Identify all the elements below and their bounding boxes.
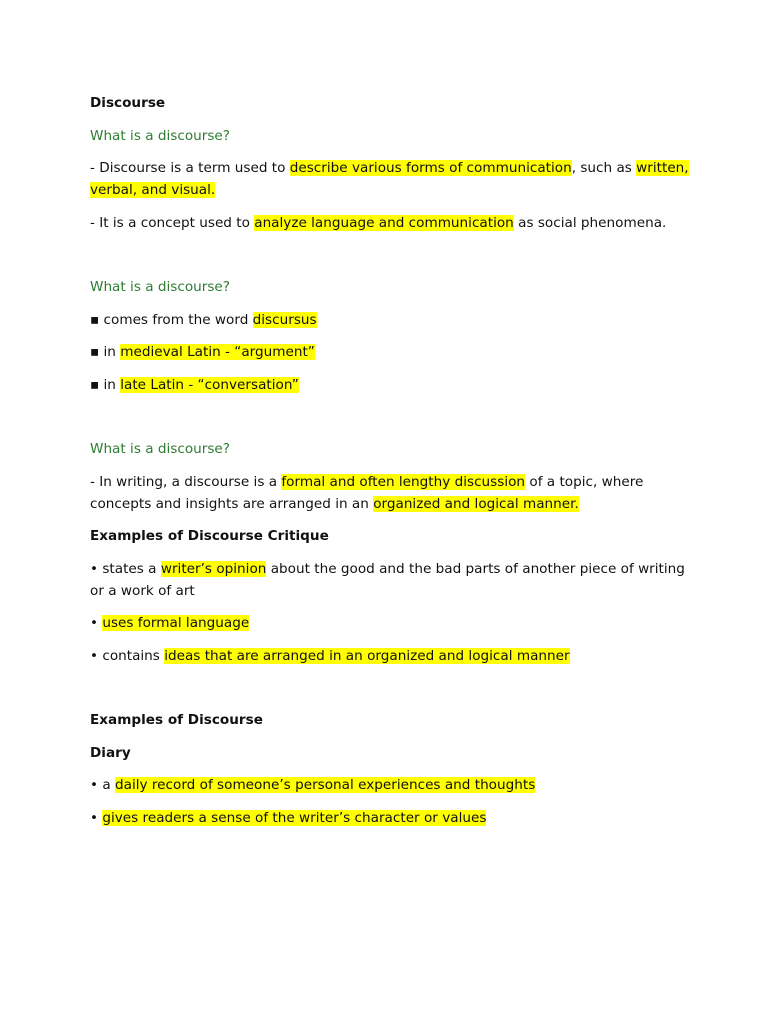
diary-bullet-2: • gives readers a sense of the writer’s character or values xyxy=(90,809,487,826)
section-1-heading: What is a discourse? xyxy=(90,127,231,144)
highlight: late Latin - “conversation” xyxy=(120,376,299,393)
s2-bullet-2: ▪ in medieval Latin - “argument” xyxy=(90,344,315,360)
s2-bullet-1: ▪ comes from the word discursus xyxy=(90,311,317,328)
spacer xyxy=(90,677,690,709)
critique-bullet-2: • uses formal language xyxy=(90,615,250,631)
critique-heading: Examples of Discourse Critique xyxy=(90,528,329,544)
highlight: daily record of someone’s personal experiences and thoughts xyxy=(115,777,536,793)
diary-subheading: Diary xyxy=(90,744,131,761)
s3-paragraph-1: - In writing, a discourse is a formal and often lengthy discussion of a topic, where concepts and insights are arranged in an organized and logical manner. xyxy=(90,473,644,512)
s1-paragraph-1: - Discourse is a term used to describe various forms of communication, such as written, verbal, and visual. xyxy=(90,160,689,198)
document-title: Discourse xyxy=(90,95,166,111)
section-2-heading: What is a discourse? xyxy=(90,279,231,295)
s2-bullet-3: ▪ in late Latin - “conversation” xyxy=(90,376,299,393)
highlight: formal and often lengthy discussion xyxy=(281,473,526,490)
highlight: describe various forms of communication xyxy=(289,160,572,176)
diary-bullet-1: • a daily record of someone’s personal experiences and thoughts xyxy=(90,777,536,793)
s1-paragraph-2: - It is a concept used to analyze language and communication as social phenomena. xyxy=(90,214,667,231)
highlight: organized and logical manner. xyxy=(373,495,579,512)
highlight: gives readers a sense of the writer’s character or values xyxy=(102,809,487,826)
highlight: discursus xyxy=(252,311,317,328)
highlight: uses formal language xyxy=(102,615,250,631)
spacer xyxy=(90,244,690,276)
critique-bullet-1: • states a writer’s opinion about the good and the bad parts of another piece of writing or a work of art xyxy=(90,560,685,599)
critique-bullet-3: • contains ideas that are arranged in an organized and logical manner xyxy=(90,647,570,664)
section-3-heading: What is a discourse? xyxy=(90,441,231,457)
highlight: written, verbal, and visual. xyxy=(90,160,689,198)
highlight: ideas that are arranged in an organized and logical manner xyxy=(164,647,570,664)
document-page xyxy=(90,92,690,839)
highlight: analyze language and communication xyxy=(254,214,514,231)
section-4-heading: Examples of Discourse xyxy=(90,712,263,728)
spacer xyxy=(90,406,690,438)
highlight: medieval Latin - “argument” xyxy=(120,344,315,360)
highlight: writer’s opinion xyxy=(160,560,267,577)
